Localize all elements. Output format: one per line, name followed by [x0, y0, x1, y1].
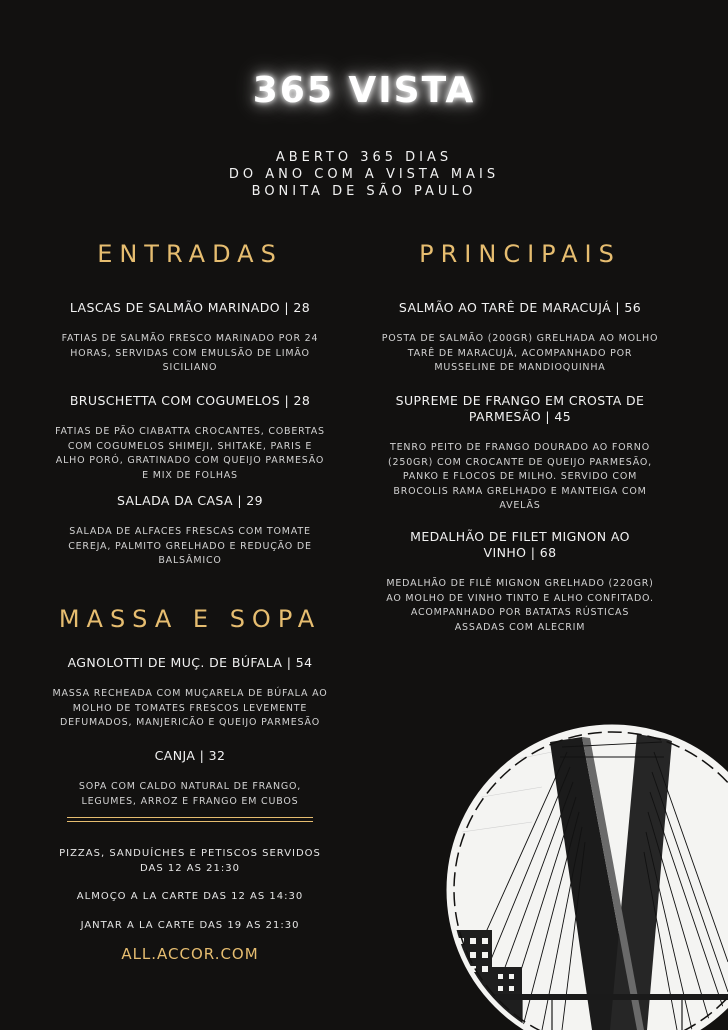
- menu-item: [40, 493, 340, 569]
- description-line: AO MOLHO DE VINHO TINTO E ALHO CONFITADO.: [386, 592, 654, 604]
- description-line: FATIAS DE PÃO CIABATTA CROCANTES, COBERTAS: [55, 426, 325, 437]
- description-line: SOPA COM CALDO NATURAL DE FRANGO,: [78, 781, 302, 792]
- description-line: MASSA RECHEADA COM MUÇARELA DE BÚFALA AO: [52, 688, 328, 699]
- description-line: AVELÃS: [499, 500, 541, 511]
- bridge-icon: [432, 712, 728, 1030]
- menu-item: [40, 748, 340, 809]
- menu-item: [370, 300, 670, 376]
- item-name-line: SALMÃO AO TARÊ DE MARACUJÁ | 56: [398, 300, 642, 315]
- menu-item: [40, 300, 340, 376]
- item-name: [370, 300, 670, 316]
- description-line: FATIAS DE SALMÃO FRESCO MARINADO POR 24: [61, 333, 319, 344]
- section-title-principais: PRINCIPAIS: [419, 240, 621, 268]
- item-name: AGNOLOTTI DE MUÇ. DE BÚFALA | 54: [67, 655, 313, 670]
- item-description: [40, 780, 340, 809]
- description-line: DEFUMADOS, MANJERICÃO E QUEIJO PARMESÃO: [60, 717, 320, 728]
- description-line: SICILIANO: [162, 362, 218, 373]
- service-hours-dinner: JANTAR A LA CARTE DAS 19 AS 21:30: [80, 920, 300, 931]
- description-line: HORAS, SERVIDAS COM EMULSÃO DE LIMÃO: [70, 347, 310, 359]
- description-line: CEREJA, PALMITO GRELHADO E REDUÇÃO DE: [68, 540, 312, 552]
- item-description: [370, 332, 670, 376]
- website-link[interactable]: ALL.ACCOR.COM: [121, 945, 259, 963]
- tagline-line: DO ANO COM A VISTA MAIS: [228, 167, 500, 182]
- item-name: SALADA DA CASA | 29: [116, 493, 264, 508]
- menu-item: [370, 393, 670, 514]
- description-line: ALHO PORÓ, GRATINADO COM QUEIJO PARMESÃO: [55, 455, 325, 466]
- description-line: E MIX DE FOLHAS: [142, 469, 238, 481]
- tagline-line: ABERTO 365 DIAS: [275, 150, 453, 165]
- hours-line: PIZZAS, SANDUÍCHES E PETISCOS SERVIDOS: [59, 848, 321, 859]
- description-line: MOLHO DE TOMATES FRESCOS LEVEMENTE: [72, 702, 308, 714]
- description-line: POSTA DE SALMÃO (200GR) GRELHADA AO MOLHO: [381, 333, 659, 344]
- description-line: MEDALHÃO DE FILÉ MIGNON GRELHADO (220GR): [386, 578, 654, 589]
- description-line: BALSÂMICO: [158, 555, 222, 566]
- item-description: [40, 525, 340, 569]
- section-title-entradas: ENTRADAS: [97, 240, 283, 268]
- description-line: TARÊ DE MARACUJÁ, ACOMPANHADO POR: [407, 347, 633, 359]
- service-hours-snacks: [40, 846, 340, 876]
- description-line: ASSADAS COM ALECRIM: [454, 621, 586, 633]
- menu-item: [40, 655, 340, 731]
- description-line: MUSSELINE DE MANDIOQUINHA: [434, 362, 606, 373]
- section-title-massa-e-sopa: MASSA E SOPA: [58, 605, 322, 633]
- item-name: CANJA | 32: [154, 748, 226, 763]
- description-line: BROCOLIS RAMA GRELHADO E MANTEIGA COM: [393, 485, 647, 497]
- tagline: [0, 149, 728, 200]
- description-line: COM COGUMELOS SHIMEJI, SHITAKE, PARIS E: [67, 440, 313, 452]
- item-name: LASCAS DE SALMÃO MARINADO | 28: [69, 300, 311, 315]
- menu-item: [370, 529, 670, 635]
- gold-divider: [67, 817, 313, 822]
- item-name: [370, 393, 670, 425]
- description-line: LEGUMES, ARROZ E FRANGO EM CUBOS: [81, 795, 299, 807]
- service-hours-lunch: ALMOÇO A LA CARTE DAS 12 AS 14:30: [76, 891, 304, 902]
- item-description: [40, 425, 340, 483]
- menu-item: [40, 393, 340, 483]
- item-name-line: MEDALHÃO DE FILET MIGNON AO: [410, 529, 630, 544]
- description-line: ACOMPANHADO POR BATATAS RÚSTICAS: [410, 607, 630, 618]
- item-name: [370, 529, 670, 561]
- item-description: [40, 687, 340, 731]
- item-name: BRUSCHETTA COM COGUMELOS | 28: [69, 393, 311, 408]
- hours-line: DAS 12 AS 21:30: [140, 863, 240, 874]
- tagline-line: BONITA DE SÃO PAULO: [251, 184, 477, 199]
- item-description: [40, 332, 340, 376]
- item-name-line: PARMESÃO | 45: [468, 409, 572, 424]
- description-line: PANKO E FLOCOS DE MILHO. SERVIDO COM: [402, 471, 638, 482]
- description-line: (250GR) COM CROCANTE DE QUEIJO PARMESÃO,: [388, 456, 652, 468]
- item-name-line: VINHO | 68: [483, 545, 557, 560]
- item-name-line: SUPREME DE FRANGO EM CROSTA DE: [395, 393, 645, 408]
- description-line: TENRO PEITO DE FRANGO DOURADO AO FORNO: [390, 442, 650, 453]
- item-description: [370, 577, 670, 635]
- item-description: [370, 441, 670, 514]
- restaurant-title: 365 VISTA: [252, 70, 476, 111]
- description-line: SALADA DE ALFACES FRESCAS COM TOMATE: [69, 526, 311, 537]
